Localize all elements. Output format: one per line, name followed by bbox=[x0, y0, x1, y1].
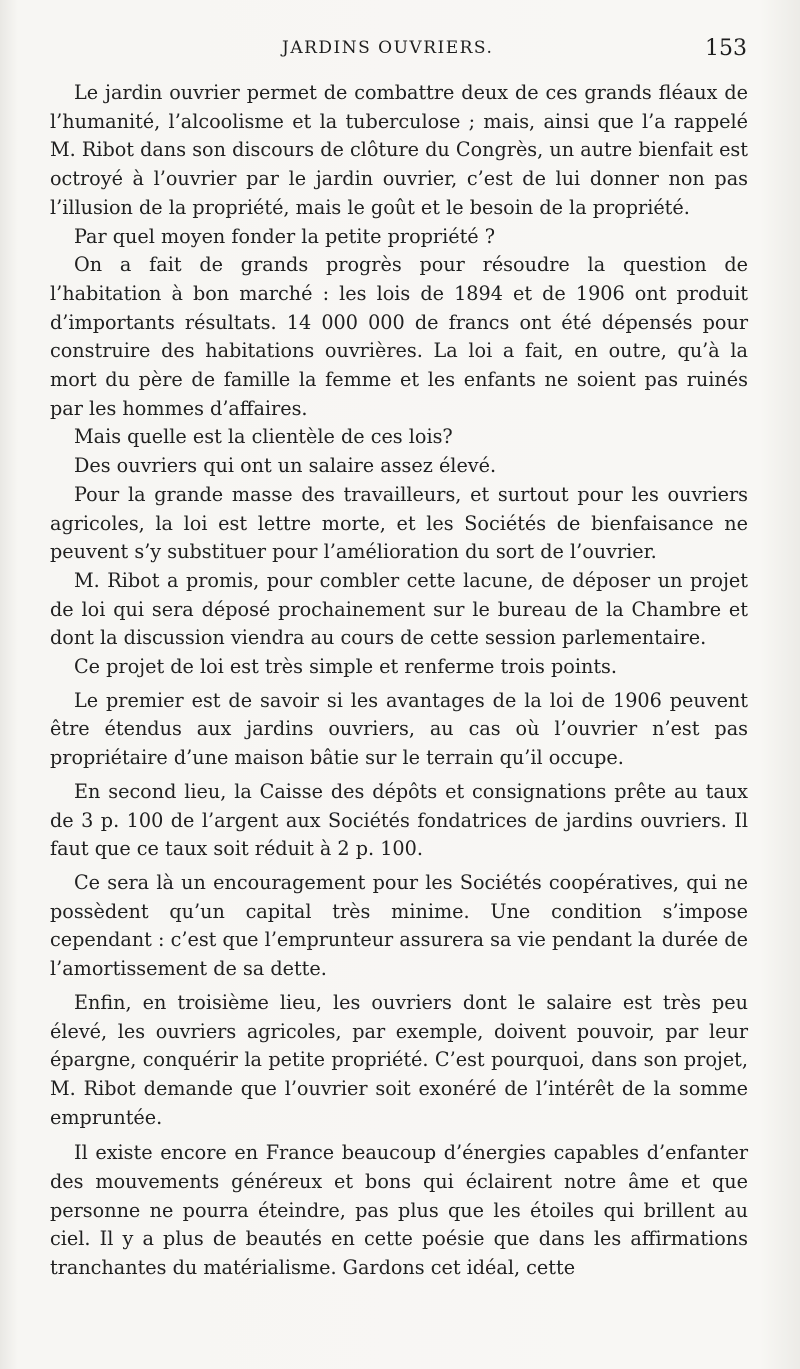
page-header bbox=[0, 36, 800, 70]
paragraph: Enfin, en troisième lieu, les ouvriers dont le salaire est très peu élevé, les ouvriers agricoles, par exemple, doivent pouvoir, par leur épargne, conquérir la petite propriété. C’est pourquoi, dans son projet, M. Ribot demande que l’ouvrier soit exonéré de l’intérêt de la somme empruntée. bbox=[50, 990, 748, 1129]
page-number: 153 bbox=[705, 36, 747, 61]
paragraph: Ce projet de loi est très simple et renferme trois points. bbox=[74, 655, 617, 679]
paragraph: Ce sera là un encouragement pour les Sociétés coopératives, qui ne possèdent qu’un capital très minime. Une condition s’impose cependant : c’est que l’emprunteur assurera sa vie pendant la durée de l’amortissement de sa dette. bbox=[50, 870, 748, 981]
paragraph: On a fait de grands progrès pour résoudre la question de l’habitation à bon marché : les lois de 1894 et de 1906 ont produit d’importants résultats. 14 000 000 de francs ont été dépensés pour construire des habitations ouvrières. La loi a fait, en outre, qu’à la mort du père de famille la femme et les enfants ne soient pas ruinés par les hommes d’affaires. bbox=[50, 253, 748, 420]
paragraph: Par quel moyen fonder la petite propriété ? bbox=[74, 224, 496, 248]
paragraph: Il existe encore en France beaucoup d’énergies capables d’enfanter des mouvements généreux et bons qui éclairent notre âme et que personne ne pourra éteindre, pas plus que les étoiles qui brillent au ciel. Il y a plus de beautés en cette poésie que dans les affirmations tranchantes du matérialisme. Gardons cet idéal, cette bbox=[50, 1141, 748, 1280]
paragraph: En second lieu, la Caisse des dépôts et consignations prête au taux de 3 p. 100 de l’argent aux Sociétés fondatrices de jardins ouvriers. Il faut que ce taux soit réduit à 2 p. 100. bbox=[50, 779, 748, 861]
paragraph: Le jardin ouvrier permet de combattre deux de ces grands fléaux de l’humanité, l’alcoolisme et la tuberculose ; mais, ainsi que l’a rappelé M. Ribot dans son discours de clôture du Congrès, un autre bienfait est octroyé à l’ouvrier par le jardin ouvrier, c’est de lui donner non pas l’illusion de la propriété, mais le goût et le besoin de la propriété. bbox=[50, 81, 748, 219]
body-text bbox=[50, 79, 748, 1283]
paragraph: Des ouvriers qui ont un salaire assez élevé. bbox=[74, 454, 497, 478]
paragraph: Mais quelle est la clientèle de ces lois? bbox=[74, 425, 453, 449]
paragraph: M. Ribot a promis, pour combler cette lacune, de déposer un projet de loi qui sera déposé prochainement sur le bureau de la Chambre et dont la discussion viendra au cours de cette session parlementaire. bbox=[50, 568, 748, 650]
running-title: JARDINS OUVRIERS. bbox=[282, 38, 494, 58]
paragraph: Pour la grande masse des travailleurs, et surtout pour les ouvriers agricoles, la loi est lettre morte, et les Sociétés de bienfaisance ne peuvent s’y substituer pour l’amélioration du sort de l’ouvrier. bbox=[50, 482, 748, 564]
paragraph: Le premier est de savoir si les avantages de la loi de 1906 peuvent être étendus aux jardins ouvriers, au cas où l’ouvrier n’est pas propriétaire d’une maison bâtie sur le terrain qu’il occupe. bbox=[50, 688, 748, 770]
